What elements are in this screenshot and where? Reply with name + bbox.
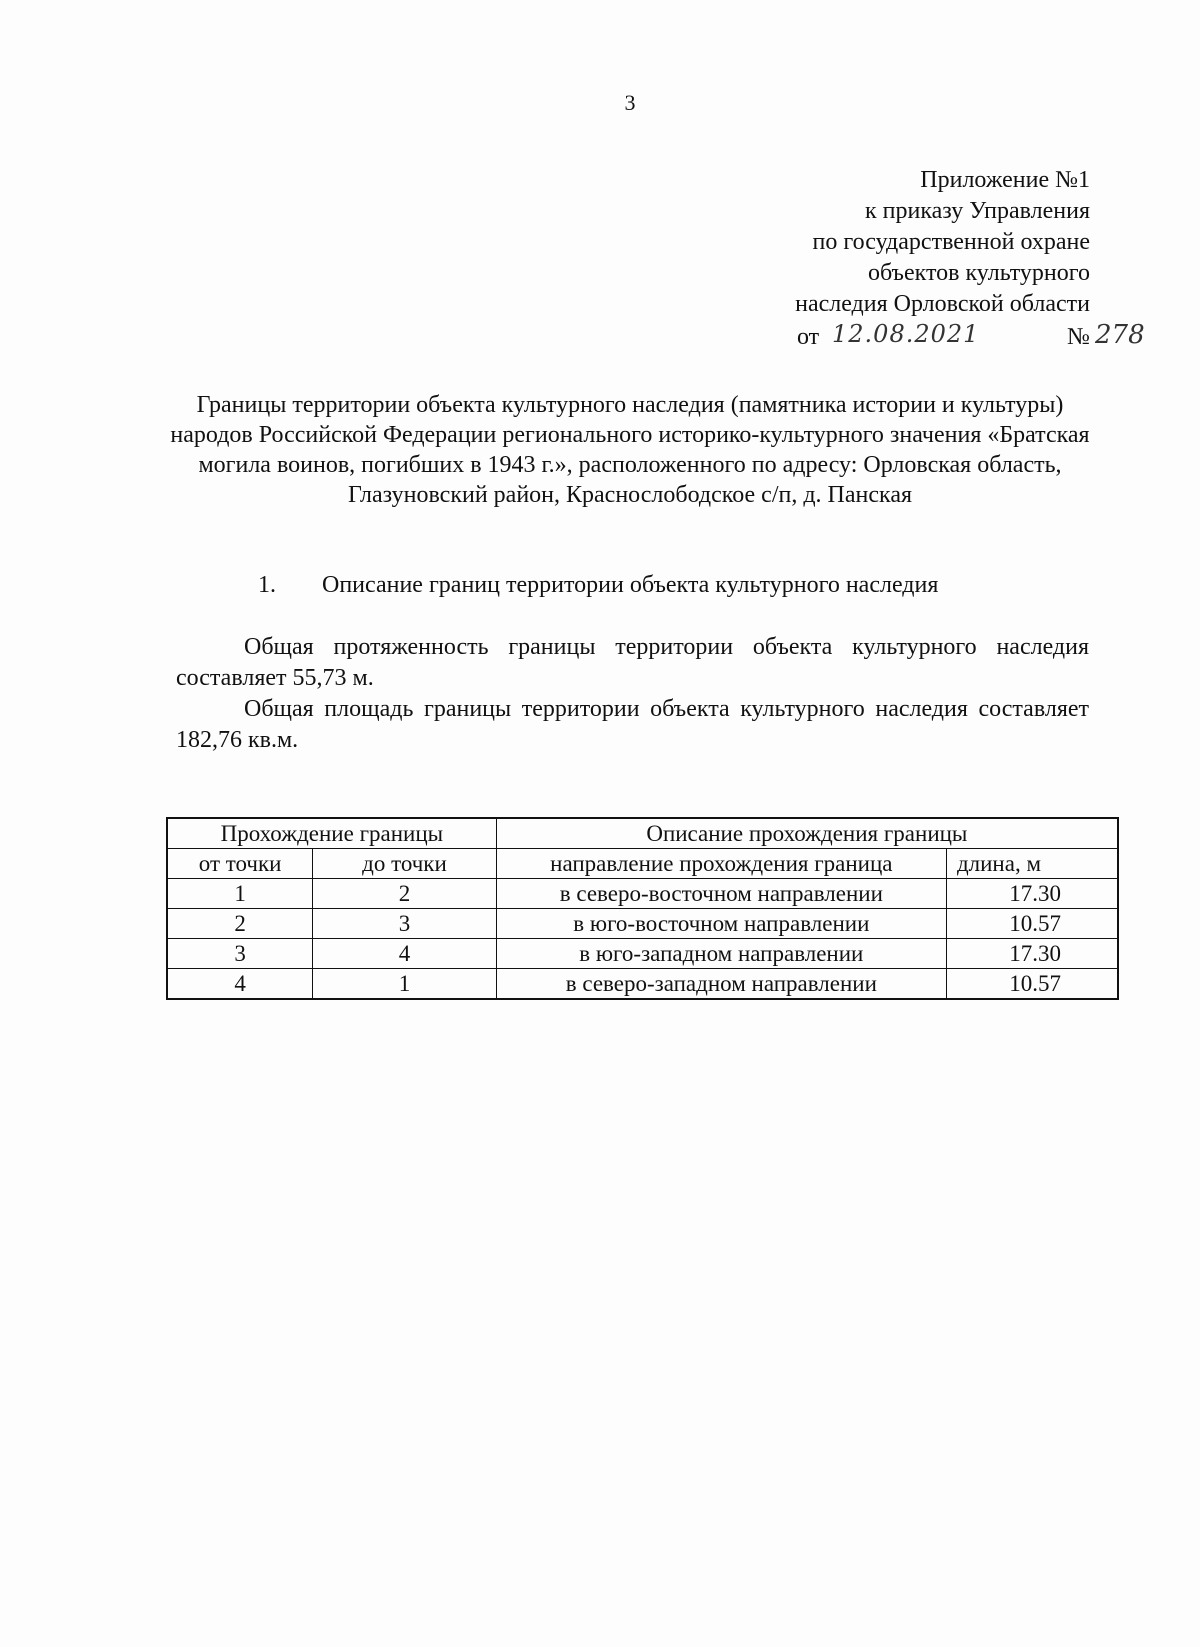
to-point-cell: 3 [313,909,497,939]
appendix-block [795,165,1090,320]
table-header-row [167,849,1118,879]
group-header: Описание прохождения границы [496,818,1118,849]
paragraph-length [176,632,1089,694]
column-header: до точки [313,849,497,879]
column-header: от точки [167,849,313,879]
length-cell: 17.30 [946,879,1118,909]
direction-cell: в северо-восточном направлении [496,879,946,909]
table-row [167,969,1118,1000]
number-prefix: № [1067,324,1090,350]
section-title: Описание границ территории объекта культурного наследия [322,572,939,598]
length-cell: 10.57 [946,969,1118,1000]
from-point-cell: 3 [167,939,313,969]
direction-cell: в юго-западном направлении [496,939,946,969]
table-group-header-row [167,818,1118,849]
section-number: 1. [258,572,276,598]
from-point-cell: 1 [167,879,313,909]
date-prefix: от [797,324,820,350]
document-title: Границы территории объекта культурного наследия (памятника истории и культуры) народов Российской Федерации регионального историко-культурного значения «Братская могила воинов, погибших в 1943 г.», расположенного по адресу: Орловская область, Глазуновский район, Краснослободское с/п, д. Панская [170,392,1090,508]
table-row [167,909,1118,939]
group-header: Прохождение границы [167,818,496,849]
from-point-cell: 2 [167,909,313,939]
table-row [167,939,1118,969]
handwritten-date: 12.08.2021 [832,320,980,348]
order-date-line [790,320,1150,360]
to-point-cell: 2 [313,879,497,909]
length-cell: 17.30 [946,939,1118,969]
appendix-line: к приказу Управления [864,198,1090,224]
paragraph-area [176,694,1089,756]
section-heading [258,572,938,599]
table-row [167,879,1118,909]
to-point-cell: 4 [313,939,497,969]
handwritten-order-number: 278 [1095,320,1145,350]
paragraph-text: Общая протяженность границы территории объекта культурного наследия составляет 55,73 м. [176,634,1089,691]
paragraph-text: Общая площадь границы территории объекта культурного наследия составляет 182,76 кв.м. [176,696,1089,753]
direction-cell: в северо-западном направлении [496,969,946,1000]
boundary-table [166,817,1119,1000]
appendix-line: объектов культурного [867,260,1090,286]
column-header: длина, м [946,849,1118,879]
column-header: направление прохождения граница [496,849,946,879]
direction-cell: в юго-восточном направлении [496,909,946,939]
page-number: 3 [624,90,636,115]
appendix-line: Приложение №1 [920,167,1090,193]
from-point-cell: 4 [167,969,313,1000]
length-cell: 10.57 [946,909,1118,939]
appendix-line: наследия Орловской области [795,291,1090,317]
to-point-cell: 1 [313,969,497,1000]
appendix-line: по государственной охране [812,229,1090,255]
